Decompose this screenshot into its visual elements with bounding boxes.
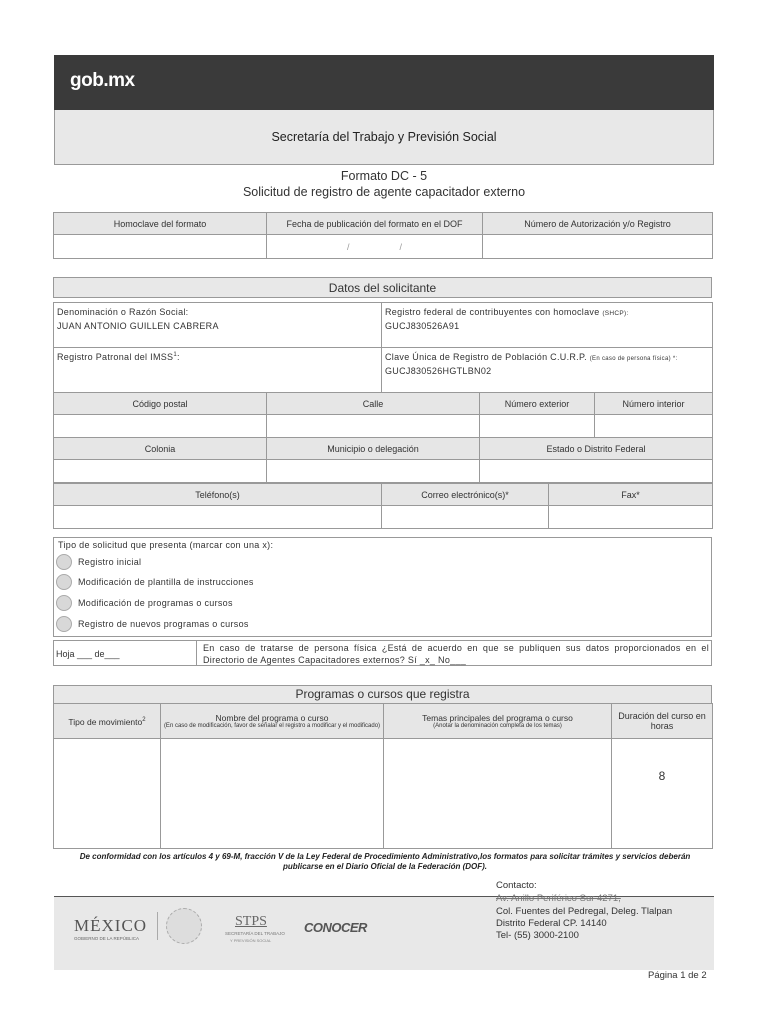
fax-header: Fax*: [549, 484, 713, 506]
radio-circle[interactable]: [56, 595, 72, 611]
fecha-publicacion-header: Fecha de publicación del formato en el DOF: [267, 213, 483, 235]
solicitante-table: [53, 302, 713, 393]
stps-logo-subtitle-2: Y PREVISIÓN SOCIAL: [230, 938, 272, 943]
razon-social-value: JUAN ANTONIO GUILLEN CABRERA: [57, 321, 219, 331]
address-table: [53, 392, 713, 483]
codigo-postal-header: Código postal: [54, 393, 267, 415]
fax-field[interactable]: [549, 506, 713, 529]
telefono-field[interactable]: [54, 506, 382, 529]
numero-autorizacion-header: Número de Autorización y/o Registro: [483, 213, 713, 235]
radio-circle[interactable]: [56, 616, 72, 632]
municipio-header: Municipio o delegación: [267, 438, 480, 460]
curp-value: GUCJ830526HGTLBN02: [385, 366, 492, 376]
form-title: Solicitud de registro de agente capacitador externo: [242, 185, 526, 199]
curp-label-note: (En caso de persona física) *:: [589, 356, 678, 362]
fecha-publicacion-field[interactable]: / /: [267, 235, 483, 259]
contacto-address-2: Col. Fuentes del Pedregal, Deleg. Tlalpan: [496, 906, 673, 917]
imss-cell[interactable]: Registro Patronal del IMSS$^1$:: [54, 348, 382, 393]
option-label: Registro inicial: [78, 557, 142, 567]
razon-social-label: Denominación o Razón Social:: [57, 307, 189, 317]
format-info-table: [53, 212, 713, 259]
nombre-programa-label: Nombre del programa o curso: [215, 712, 329, 723]
contacto-address-1: Av. Anillo Periférico Sur 4271,: [496, 893, 621, 904]
numero-autorizacion-field[interactable]: [483, 235, 713, 259]
codigo-postal-field[interactable]: [54, 415, 267, 438]
numero-interior-header: Número interior: [595, 393, 713, 415]
tipo-movimiento-label: Tipo de movimiento: [68, 716, 143, 727]
option-nuevos-programas[interactable]: [56, 616, 249, 632]
option-label: Modificación de programas o cursos: [78, 598, 233, 608]
rfc-label: Registro federal de contribuyentes con homoclave: [385, 307, 600, 317]
temas-note: (Anotar la denominación completa de los temas): [433, 722, 562, 729]
mexico-logo-subtitle: GOBIERNO DE LA REPÚBLICA: [74, 936, 140, 941]
option-label: Registro de nuevos programas o cursos: [78, 619, 249, 629]
form-code: Formato DC - 5: [340, 169, 428, 183]
curp-cell[interactable]: [382, 348, 713, 393]
imss-footnote: 1: [173, 352, 177, 358]
duracion-header: Duración del curso en horas: [612, 704, 713, 739]
department-name: Secretaría del Trabajo y Previsión Social: [271, 130, 497, 144]
numero-interior-field[interactable]: [595, 415, 713, 438]
programas-table: [53, 703, 713, 849]
colonia-field[interactable]: [54, 460, 267, 483]
temas-label: Temas principales del programa o curso: [422, 712, 573, 723]
numero-exterior-field[interactable]: [480, 415, 595, 438]
calle-header: Calle: [267, 393, 480, 415]
consent-text: En caso de tratarse de persona física ¿Está de acuerdo en que se publiquen sus datos proporcionados en el Directorio de Agentes Capacitadores externos? Sí _x_ No___: [203, 643, 709, 665]
correo-field[interactable]: [382, 506, 549, 529]
rfc-cell[interactable]: [382, 303, 713, 348]
stps-logo: STPS: [235, 914, 267, 929]
conocer-logo: CONOCER: [304, 920, 367, 935]
temas-header: [384, 704, 612, 739]
homoclave-field[interactable]: [54, 235, 267, 259]
legal-notice: De conformidad con los artículos 4 y 69-M, fracción V de la Ley Federal de Procedimiento Administrativo,los formatos para solicitar trámites y servicios deberán publicarse en el Diario Oficial de la Federación (DOF).: [79, 852, 691, 871]
tipo-movimiento-field[interactable]: [54, 739, 161, 849]
municipio-field[interactable]: [267, 460, 480, 483]
datos-solicitante-header: Datos del solicitante: [53, 277, 712, 298]
curp-label: Clave Única de Registro de Población C.U.R.P.: [385, 352, 587, 362]
contact-table: [53, 483, 713, 529]
telefono-header: Teléfono(s): [54, 484, 382, 506]
national-seal-icon: [166, 908, 202, 944]
nombre-programa-header: [161, 704, 384, 739]
header-bar: [54, 55, 714, 110]
option-label: Modificación de plantilla de instrucciones: [78, 577, 254, 587]
rfc-label-note: (SHCP):: [602, 310, 629, 317]
tipo-solicitud-title: Tipo de solicitud que presenta (marcar con una x):: [58, 540, 274, 550]
razon-social-cell[interactable]: [54, 303, 382, 348]
radio-circle[interactable]: [56, 574, 72, 590]
estado-field[interactable]: [480, 460, 713, 483]
nombre-programa-note: (En caso de modificación, favor de señalar el registro a modificar y el modificado): [163, 722, 381, 729]
contacto-label: Contacto:: [496, 880, 537, 891]
contacto-address-3: Distrito Federal CP. 14140: [496, 918, 607, 929]
numero-exterior-header: Número exterior: [480, 393, 595, 415]
colonia-header: Colonia: [54, 438, 267, 460]
radio-circle[interactable]: [56, 554, 72, 570]
mexico-logo: MÉXICO: [74, 916, 148, 935]
option-registro-inicial[interactable]: [56, 554, 141, 570]
rfc-value: GUCJ830526A91: [385, 321, 460, 331]
tipo-movimiento-header: [54, 704, 161, 739]
temas-field[interactable]: [384, 739, 612, 849]
stps-logo-subtitle: SECRETARÍA DEL TRABAJO: [225, 931, 285, 936]
option-modificacion-plantilla[interactable]: [56, 574, 254, 590]
tipo-movimiento-footnote: 2: [142, 717, 146, 724]
imss-label: Registro Patronal del IMSS: [57, 352, 174, 362]
nombre-programa-field[interactable]: [161, 739, 384, 849]
page-number: Página 1 de 2: [648, 970, 707, 981]
programas-header: Programas o cursos que registra: [53, 685, 712, 703]
correo-header: Correo electrónico(s)*: [382, 484, 549, 506]
gobmx-logo: gob.mx: [70, 70, 135, 91]
calle-field[interactable]: [267, 415, 480, 438]
contacto-phone: Tel- (55) 3000-2100: [496, 930, 579, 941]
estado-header: Estado o Distrito Federal: [480, 438, 713, 460]
duracion-field[interactable]: 8: [612, 739, 713, 849]
hoja-label[interactable]: Hoja ___ de___: [53, 640, 197, 666]
homoclave-header: Homoclave del formato: [54, 213, 267, 235]
option-modificacion-programas[interactable]: [56, 595, 233, 611]
logo-divider: [157, 912, 158, 940]
department-banner: [54, 110, 714, 165]
